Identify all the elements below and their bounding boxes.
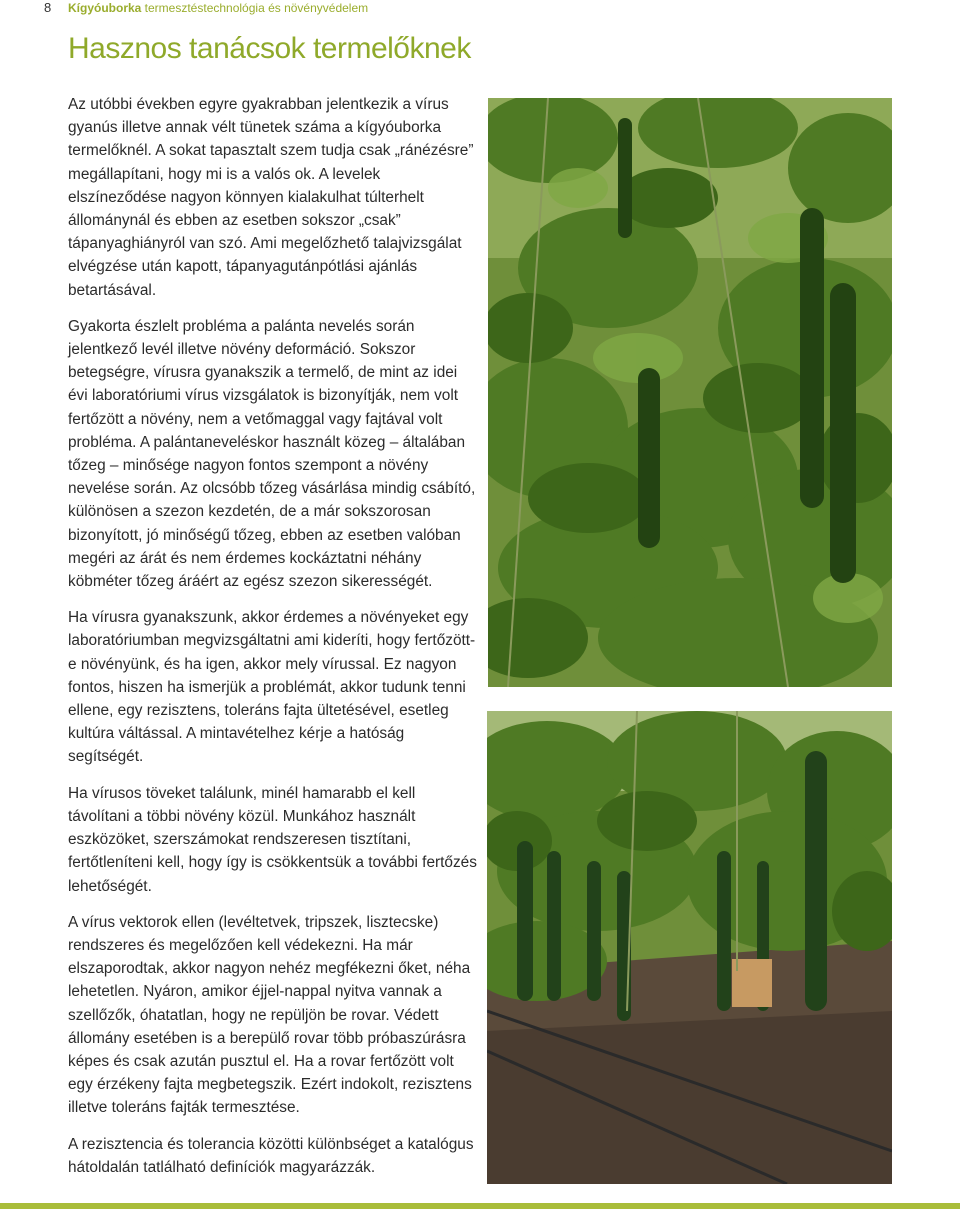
running-head-rest: termesztéstechnológia és növényvédelem — [141, 1, 369, 15]
cucumber-vines-illustration — [488, 98, 892, 687]
article-body — [68, 93, 478, 1192]
cucumber-plants-photo-bottom — [487, 711, 892, 1184]
paragraph-3: Ha vírusra gyanakszunk, akkor érdemes a növényeket egy laboratóriumban megvizsgáltatni ami kideríti, hogy fertőzött-e növényünk, és ha igen, akkor mely vírussal. Ez nagyon fontos, hiszen ha ismerjük a problémát, akkor tudunk tenni ellene, egy rezisztens, toleráns fajta ültetésével, esetleg kultúra váltással. A mintavételhez kérje a hatóság segítségét. — [68, 609, 476, 766]
paragraph-4: Ha vírusos töveket találunk, minél hamarabb el kell távolítani a többi növény közül. Munkához használt eszközöket, szerszámokat rendszeresen tisztítani, fertőtleníteni kell, hogy így is csökkentsük a további fertőzés lehetőségét. — [68, 784, 477, 895]
page-header — [0, 0, 960, 16]
cucumber-plants-photo-top — [488, 98, 892, 687]
cucumber-rows-illustration — [487, 711, 892, 1184]
paragraph-5: A vírus vektorok ellen (levéltetvek, tripszek, lisztecske) rendszeres és megelőzően kell védekezni. Ha már elszaporodtak, akkor nagyon nehéz megfékezni őket, néha lehetetlen. Nyáron, amikor éjjel-nappal nyitva vannak a szellőzők, óhatatlan, hogy ne repüljön be rovar. Védett állomány esetében is a berepülő rovar több próbaszúrásra képes és csak azután pusztul el. Ha a rovar fertőzött volt egy érzékeny fajta megbetegszik. Ezért indokolt, rezisztens illetve toleráns fajták termesztése. — [68, 913, 472, 1117]
page-title: Hasznos tanácsok termelőknek — [68, 32, 471, 65]
running-head — [68, 0, 368, 16]
paragraph-6: A rezisztencia és tolerancia közötti különbséget a katalógus hátoldalán tatlálható definíciók magyarázzák. — [68, 1135, 474, 1176]
running-head-bold: Kígyóuborka — [68, 1, 142, 15]
paragraph-2: Gyakorta észlelt probléma a palánta nevelés során jelentkező levél illetve növény deformáció. Sokszor betegségre, vírusra gyanakszik a termelő, de mint az idei évi laboratóriumi vírus vizsgálatok is bizonyítják, nem volt fertőzött a növény, nem a vetőmaggal vagy fajtával volt probléma. A palántaneveléskor használt közeg – általában tőzeg – minősége nagyon fontos szempont a növény nevelése során. Az olcsóbb tőzeg vásárlása mindig csábító, különösen a szezon kezdetén, de a már sokszorosan bizonyított, jó minőségű tőzeg, ebben az esetben valóban megéri az árát és nem érdemes kockáztatni néhány köbméter tőzeg áráért az egész szezon sikerességét. — [68, 317, 476, 591]
footer-rule — [0, 1203, 960, 1209]
paragraph-1: Az utóbbi években egyre gyakrabban jelentkezik a vírus gyanús illetve annak vélt tünetek száma a kígyóuborka termelőknél. A sokat tapasztalt szem tudja csak „ránézésre” megállapítani, hogy mi is a valós ok. A levelek elszíneződése nagyon könnyen kialakulhat túlterhelt állománynál és ebben az esetben sokszor „csak” tápanyaghiányról van szó. Ami megelőzhető talajvizsgálat elvégzése után kapott, tápanyagutánpótlási ajánlás betartásával. — [68, 96, 474, 299]
page-number: 8 — [44, 0, 52, 15]
